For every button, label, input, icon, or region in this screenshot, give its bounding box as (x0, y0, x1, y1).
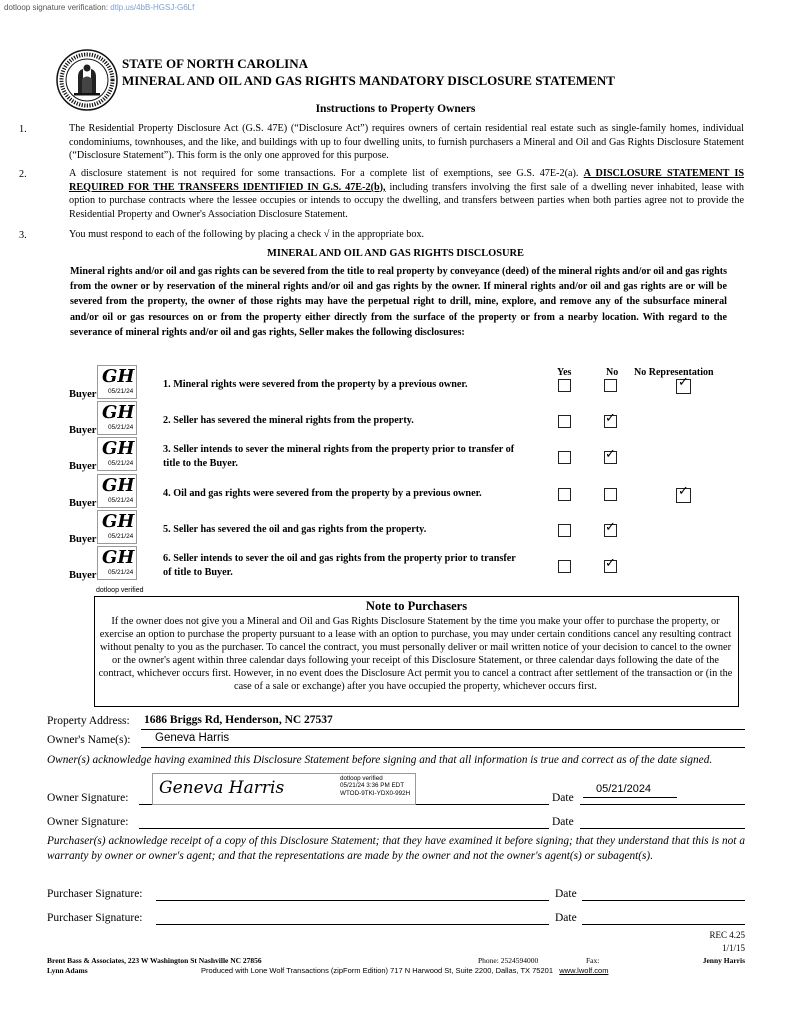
date-label: Date (552, 792, 574, 804)
disclosure-question-4: 4. Oil and gas rights were severed from the property by a previous owner. (163, 488, 482, 499)
buyer-initials-label: Buyer (69, 498, 97, 509)
dotloop-verification (4, 3, 194, 12)
note-text: If the owner does not give you a Mineral and Oil and Gas Rights Disclosure Statement by the time you make your offer to purchase the property, or exercise an option to purchase the property pursuant to a lease with an option to purchase, you may under certain conditions cancel any resulting contract without penalty to you as the purchaser. To cancel the contract, you must personally deliver or mail written notice of your decision to cancel to the owner or the owner's agent within three calendar days following your receipt of this Disclosure Statement, or three calendar days following the date of the contract, whichever occurs first. However, in no event does the Disclosure Act permit you to cancel a contract after settlement of the transaction or (in the case of a sale or exchange) after you have occupied the property, whichever occurs first. (98, 616, 733, 693)
broker-phone: Phone: 2524594000 (478, 956, 539, 965)
no-checkbox[interactable] (604, 447, 617, 464)
owner-signature-value: Geneva Harris (159, 778, 285, 798)
yes-checkbox[interactable] (558, 524, 571, 537)
no-checkbox[interactable] (604, 379, 617, 392)
instruction-2-part-c: including transfers involving the first sale of a dwelling never inhabited, lease with option to purchase contracts where the lessee occupies or intends to occupy the dwelling, and transfers between parties when both parties agree not to provide the Residential Property and Owner's Association Disclosure Statement. (69, 181, 745, 221)
disclosure-question-2: 2. Seller has severed the mineral rights from the property. (163, 415, 414, 426)
seller-initials-box[interactable] (97, 437, 137, 471)
check-mark-icon: ✓ (605, 411, 616, 426)
broker-fax: Fax: (586, 956, 600, 965)
owner-signature-label: Owner Signature: (47, 816, 129, 828)
check-mark-icon: ✓ (678, 375, 689, 390)
form-code: REC 4.25 (709, 930, 745, 940)
yes-checkbox[interactable] (558, 560, 571, 573)
owner-date-line (580, 804, 745, 805)
buyer-initials-label: Buyer (69, 425, 97, 436)
date-label: Date (555, 912, 577, 924)
no-checkbox[interactable] (604, 556, 617, 573)
initials-date: 05/21/24 (108, 424, 134, 431)
seller-initials: GH (102, 547, 135, 568)
purchaser-signature-1-line[interactable] (156, 900, 549, 901)
note-to-purchasers (94, 596, 739, 707)
buyer-initials-label: Buyer (69, 570, 97, 581)
seller-initials-box[interactable] (97, 474, 137, 508)
column-no: No (606, 367, 619, 378)
signature-verification (340, 775, 410, 797)
check-mark-icon: ✓ (605, 556, 616, 571)
owners-name-value: Geneva Harris (155, 732, 230, 744)
check-mark-icon: ✓ (605, 447, 616, 462)
seller-initials-box[interactable] (97, 510, 137, 544)
seller-initials-box[interactable] (97, 365, 137, 399)
owners-name-field[interactable] (141, 732, 745, 748)
instructions-heading: Instructions to Property Owners (315, 103, 476, 115)
buyer-initials-label: Buyer (69, 389, 97, 400)
yes-checkbox[interactable] (558, 415, 571, 428)
property-address-field[interactable] (141, 714, 745, 730)
instruction-number: 2. (19, 169, 27, 180)
instruction-1-text: The Residential Property Disclosure Act (G.S. 47E) (“Disclosure Act”) requires owners of certain residential real estate such as single-family homes, individual condominiums, townhouses, and the like, and buildings with up to four dwelling units, to furnish purchasers a Mineral and Oil and Gas Rights Disclosure Statement (“Disclosure Statement”). This form is the only one approved for this purpose. (69, 123, 744, 162)
buyer-initials-label: Buyer (69, 461, 97, 472)
property-address-value: 1686 Briggs Rd, Henderson, NC 27537 (144, 714, 333, 726)
produced-by-text: Produced with Lone Wolf Transactions (zipForm Edition) 717 N Harwood St, Suite 2200, Dallas, TX 75201 (201, 966, 553, 975)
owner-signature-2-line[interactable] (139, 828, 549, 829)
form-title-state: STATE OF NORTH CAROLINA (122, 56, 309, 71)
form-title: MINERAL AND OIL AND GAS RIGHTS MANDATORY DISCLOSURE STATEMENT (122, 73, 615, 88)
initials-date: 05/21/24 (108, 533, 134, 540)
note-heading: Note to Purchasers (365, 599, 468, 613)
dotloop-verified-label: dotloop verified (96, 587, 144, 594)
owner-date-field[interactable] (583, 783, 677, 798)
verification-label: dotloop signature verification: (4, 3, 109, 12)
purchaser-date-2-line[interactable] (582, 924, 745, 925)
seller-initials: GH (102, 475, 135, 496)
initials-date: 05/21/24 (108, 569, 134, 576)
yes-checkbox[interactable] (558, 451, 571, 464)
owner-date-2-line[interactable] (580, 828, 745, 829)
instruction-2-text (69, 167, 744, 222)
no-representation-checkbox[interactable] (676, 375, 691, 394)
seller-initials-box[interactable] (97, 546, 137, 580)
initials-date: 05/21/24 (108, 497, 134, 504)
client-name: Jenny Harris (702, 956, 745, 965)
owners-name-label: Owner's Name(s): (47, 734, 131, 746)
purchaser-signature-label: Purchaser Signature: (47, 888, 143, 900)
broker-info: Brent Bass & Associates, 223 W Washington St Nashville NC 27856 (47, 956, 262, 965)
instruction-number: 3. (19, 230, 27, 241)
form-date: 1/1/15 (721, 943, 745, 953)
instruction-2-required-notice: A DISCLOSURE STATEMENT IS REQUIRED FOR THE TRANSFERS IDENTIFIED IN G.S. 47E-2(b), (69, 168, 745, 193)
seller-initials: GH (102, 402, 135, 423)
owner-date-value: 05/21/2024 (596, 783, 652, 795)
signature-verified-label: dotloop verified (340, 775, 383, 782)
produced-by (201, 966, 608, 975)
instruction-number: 1. (19, 124, 27, 135)
check-mark-icon: ✓ (678, 484, 689, 499)
purchaser-date-1-line[interactable] (582, 900, 745, 901)
agent-name: Lynn Adams (47, 966, 88, 975)
no-checkbox[interactable] (604, 488, 617, 501)
purchaser-signature-2-line[interactable] (156, 924, 549, 925)
property-address-label: Property Address: (47, 715, 130, 727)
verification-link[interactable]: dtlp.us/4bB-HGSJ-G6Lf (110, 3, 195, 12)
signature-timestamp: 05/21/24 3:36 PM EDT (340, 782, 405, 790)
seller-initials: GH (102, 511, 135, 532)
check-mark-icon: ✓ (605, 520, 616, 535)
instruction-3-text: You must respond to each of the following by placing a check √ in the appropriate box. (69, 229, 425, 240)
initials-date: 05/21/24 (108, 388, 134, 395)
yes-checkbox[interactable] (558, 379, 571, 392)
purchaser-acknowledgement: Purchaser(s) acknowledge receipt of a copy of this Disclosure Statement; that they have examined it before signing; that they understand that this is not a warranty by owner or owner's agent; and that the representations are made by the owner and not the owner's agent(s) or subagent(s). (47, 835, 745, 862)
instruction-2-part-a: A disclosure statement is not required for some transactions. For a complete list of exemptions, see G.S. 47E-2(a). (69, 168, 584, 179)
lwolf-link[interactable]: www.lwolf.com (559, 966, 609, 975)
disclosure-question-5: 5. Seller has severed the oil and gas rights from the property. (163, 524, 427, 535)
owner-acknowledgement: Owner(s) acknowledge having examined this Disclosure Statement before signing and that all information is true and correct as of the date signed. (47, 754, 713, 766)
owner-signature-label: Owner Signature: (47, 792, 129, 804)
seller-initials: GH (102, 438, 135, 459)
owner-signature-box[interactable] (152, 773, 416, 805)
disclosure-heading: MINERAL AND OIL AND GAS RIGHTS DISCLOSURE (267, 248, 524, 259)
disclosure-question-1: 1. Mineral rights were severed from the property by a previous owner. (163, 379, 468, 390)
no-checkbox[interactable] (604, 411, 617, 428)
column-yes: Yes (557, 367, 572, 378)
yes-checkbox[interactable] (558, 488, 571, 501)
buyer-initials-label: Buyer (69, 534, 97, 545)
date-label: Date (552, 816, 574, 828)
disclosure-question-6: 6. Seller intends to sever the oil and gas rights from the property prior to transfer of title to Buyer. (163, 553, 516, 578)
seller-initials: GH (102, 366, 135, 387)
initials-date: 05/21/24 (108, 460, 134, 467)
signature-code: WTOD-9TKI-YDX0-992H (340, 789, 411, 797)
nc-real-estate-commission-seal-icon (56, 49, 118, 111)
no-checkbox[interactable] (604, 520, 617, 537)
disclosure-question-3: 3. Seller intends to sever the mineral rights from the property prior to transfer of title to the Buyer. (163, 444, 515, 469)
date-label: Date (555, 888, 577, 900)
disclosure-intro: Mineral rights and/or oil and gas rights can be severed from the title to real property by conveyance (deed) of the mineral rights and/or oil and gas rights from the owner or by reservation of the mineral rights and/or oil and gas rights by the owner. If mineral rights and/or oil and gas rights are or will be severed from the property, the owner of those rights may have the perpetual right to drill, mine, explore, and remove any of the subsurface mineral and/or oil or gas resources on or from the property either directly from the surface of the property or from a nearby location. With regard to the severance of mineral rights and/or oil and gas rights, Seller makes the following disclosures: (70, 266, 727, 338)
no-representation-checkbox[interactable] (676, 484, 691, 503)
purchaser-signature-label: Purchaser Signature: (47, 912, 143, 924)
column-no-representation: No Representation (634, 367, 714, 378)
seller-initials-box[interactable] (97, 401, 137, 435)
